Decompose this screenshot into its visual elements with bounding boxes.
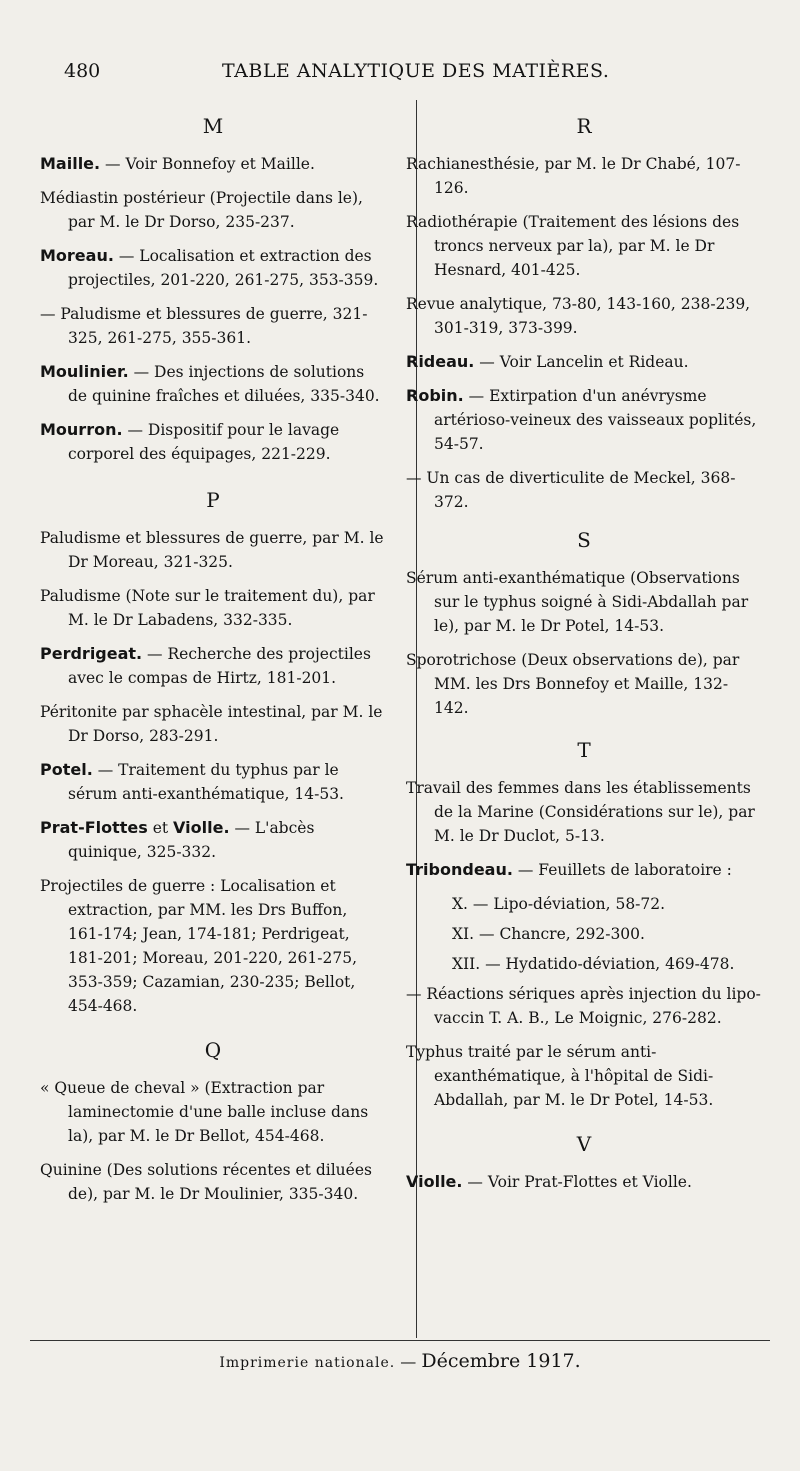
running-title: TABLE ANALYTIQUE DES MATIÈRES. xyxy=(222,60,610,82)
entry-perdrigeat xyxy=(40,642,386,690)
imprint-separator: — xyxy=(395,1352,422,1371)
entry-serum: Sérum anti-exanthématique (Observations sur le typhus soigné à Sidi-Abdallah par le), par M. le Dr Potel, 14-53. xyxy=(406,569,749,635)
entry-mediastin: Médiastin postérieur (Projectile dans le), par M. le Dr Dorso, 235-237. xyxy=(40,189,363,231)
section-letter-s: S xyxy=(577,528,591,552)
entry-paludisme-2: Paludisme (Note sur le traitement du), par M. le Dr Labadens, 332-335. xyxy=(40,587,375,629)
entry-paludisme-1: Paludisme et blessures de guerre, par M. le Dr Moreau, 321-325. xyxy=(40,529,384,571)
entry-typhus: Typhus traité par le sérum anti-exanthématique, à l'hôpital de Sidi-Abdallah, par M. le Dr Potel, 14-53. xyxy=(406,1043,714,1109)
entry-moreau-sub: — Paludisme et blessures de guerre, 321-325, 261-275, 355-361. xyxy=(40,305,368,347)
entry-text: — Des injections de solutions de quinine fraîches et diluées, 335-340. xyxy=(68,363,380,405)
entry-rideau xyxy=(406,350,762,374)
headword: Mourron. xyxy=(40,420,123,439)
entry-reactions: — Réactions sériques après injection du lipo-vaccin T. A. B., Le Moignic, 276-282. xyxy=(406,985,761,1027)
headword: Robin. xyxy=(406,386,464,405)
entry-revue: Revue analytique, 73-80, 143-160, 238-239, 301-319, 373-399. xyxy=(406,295,751,337)
imprint xyxy=(0,1350,800,1372)
entry-text: — Extirpation d'un anévrysme artérioso-veineux des vaisseaux poplités, 54-57. xyxy=(434,387,757,453)
headword: Rideau. xyxy=(406,352,475,371)
entry-violle xyxy=(406,1170,762,1194)
headword: Moreau. xyxy=(40,246,114,265)
entry-text: — Feuillets de laboratoire : xyxy=(512,861,732,879)
entry-moulinier xyxy=(40,360,386,408)
entry-text: — Localisation et extraction des projectiles, 201-220, 261-275, 353-359. xyxy=(68,247,379,289)
imprint-label: Imprimerie nationale. xyxy=(219,1355,396,1371)
headword: Perdrigeat. xyxy=(40,644,143,663)
headword: Maille. xyxy=(40,154,101,173)
section-letter-v: V xyxy=(576,1132,592,1156)
entry-moreau xyxy=(40,244,386,292)
headword: Moulinier. xyxy=(40,362,129,381)
entry-text: — L'abcès quinique, 325-332. xyxy=(68,819,315,861)
entry-text: — Recherche des projectiles avec le compas de Hirtz, 181-201. xyxy=(68,645,371,687)
entry-prat-flottes xyxy=(40,816,386,864)
entry-feuillet-xii: XII. — Hydatido-déviation, 469-478. xyxy=(452,955,735,973)
section-letter-r: R xyxy=(576,114,592,138)
entry-text: et xyxy=(147,819,174,837)
headword: Violle. xyxy=(406,1172,463,1191)
entry-feuillet-xi: XI. — Chancre, 292-300. xyxy=(452,925,645,943)
headword: Potel. xyxy=(40,760,93,779)
headword: Prat-Flottes xyxy=(40,818,148,837)
entry-peritonite: Péritonite par sphacèle intestinal, par M. le Dr Dorso, 283-291. xyxy=(40,703,383,745)
left-column xyxy=(40,110,386,1216)
entry-text: — Voir Prat-Flottes et Violle. xyxy=(462,1173,692,1191)
section-letter-q: Q xyxy=(204,1038,222,1062)
entry-radiotherapie: Radiothérapie (Traitement des lésions des troncs nerveux par la), par M. le Dr Hesnard, 401-425. xyxy=(406,213,740,279)
section-letter-t: T xyxy=(577,738,591,762)
right-column xyxy=(406,110,762,1204)
imprint-date: Décembre 1917. xyxy=(421,1350,581,1372)
entry-queue-de-cheval: « Queue de cheval » (Extraction par laminectomie d'une balle incluse dans la), par M. le Dr Bellot, 454-468. xyxy=(40,1079,369,1145)
entry-feuillet-x: X. — Lipo-déviation, 58-72. xyxy=(452,895,666,913)
entry-robin-sub: — Un cas de diverticulite de Meckel, 368-372. xyxy=(406,469,736,511)
entry-text: — Voir Bonnefoy et Maille. xyxy=(100,155,315,173)
entry-tribondeau xyxy=(406,858,762,882)
section-letter-p: P xyxy=(206,488,220,512)
section-letter-m: M xyxy=(202,114,224,138)
entry-text: — Dispositif pour le lavage corporel des équipages, 221-229. xyxy=(68,421,340,463)
entry-projectiles: Projectiles de guerre : Localisation et extraction, par MM. les Drs Buffon, 161-174; Jean, 174-181; Perdrigeat, 181-201; Moreau, 201-220, 261-275, 353-359; Cazamian, 230-235; Bellot, 454-468. xyxy=(40,877,358,1015)
entry-robin xyxy=(406,384,762,456)
entry-mourron xyxy=(40,418,386,466)
entry-quinine: Quinine (Des solutions récentes et diluées de), par M. le Dr Moulinier, 335-340. xyxy=(40,1161,372,1203)
entry-rachianesthesie: Rachianesthésie, par M. le Dr Chabé, 107-126. xyxy=(406,155,741,197)
entry-text: — Traitement du typhus par le sérum anti-exanthématique, 14-53. xyxy=(68,761,344,803)
entry-sporotrichose: Sporotrichose (Deux observations de), par MM. les Drs Bonnefoy et Maille, 132-142. xyxy=(406,651,740,717)
entry-travail: Travail des femmes dans les établissements de la Marine (Considérations sur le), par M. le Dr Duclot, 5-13. xyxy=(406,779,755,845)
headword: Violle. xyxy=(173,818,230,837)
headword: Tribondeau. xyxy=(406,860,513,879)
imprint-rule xyxy=(30,1340,770,1341)
entry-text: — Voir Lancelin et Rideau. xyxy=(474,353,689,371)
page-number: 480 xyxy=(64,60,101,82)
entry-maille xyxy=(40,152,386,176)
entry-potel xyxy=(40,758,386,806)
